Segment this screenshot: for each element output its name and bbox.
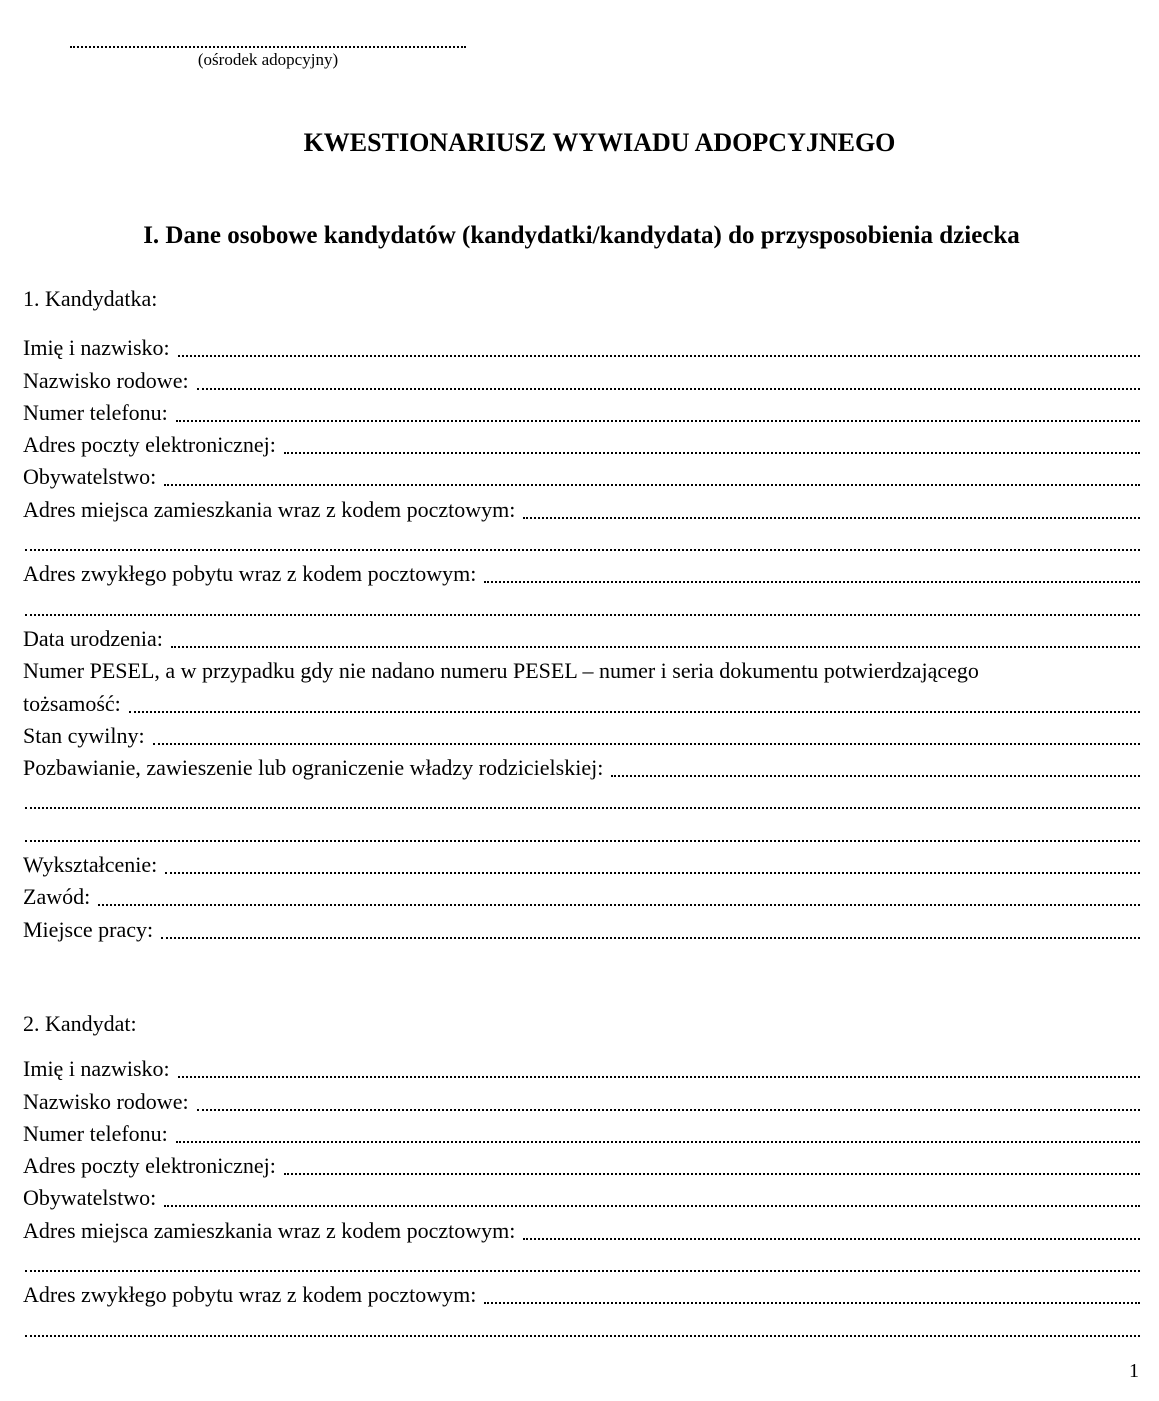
field-label: Obywatelstwo: bbox=[23, 1185, 157, 1211]
field-dots[interactable] bbox=[484, 561, 1140, 583]
field-label: Numer telefonu: bbox=[23, 1120, 168, 1146]
field-label: Imię i nazwisko: bbox=[23, 1056, 170, 1082]
field-habitual-address[interactable] bbox=[23, 555, 1140, 587]
field-dots[interactable] bbox=[153, 723, 1140, 745]
field-label: tożsamość: bbox=[23, 690, 121, 716]
field-label: Zawód: bbox=[23, 884, 91, 910]
field-label: Pozbawianie, zawieszenie lub ograniczenie władzy rodzicielskiej: bbox=[23, 755, 604, 781]
field-dots[interactable] bbox=[176, 1121, 1140, 1143]
field-maiden-name[interactable] bbox=[23, 361, 1140, 393]
field-dots[interactable] bbox=[98, 884, 1140, 906]
field-residence-address[interactable] bbox=[23, 490, 1140, 522]
field-dots[interactable] bbox=[484, 1282, 1140, 1304]
section-title: I. Dane osobowe kandydatów (kandydatki/kandydata) do przysposobienia dziecka bbox=[143, 222, 1020, 249]
candidate-female-fields bbox=[23, 329, 1140, 943]
field-dots[interactable] bbox=[178, 335, 1140, 357]
field-dots[interactable] bbox=[164, 464, 1140, 486]
field-dots[interactable] bbox=[197, 1089, 1140, 1111]
field-pesel[interactable] bbox=[23, 684, 1140, 716]
field-label: Adres miejsca zamieszkania wraz z kodem pocztowym: bbox=[23, 1217, 516, 1243]
field-dots[interactable] bbox=[171, 626, 1140, 648]
field-dots[interactable] bbox=[25, 1315, 1140, 1337]
field-label: Adres zwykłego pobytu wraz z kodem pocztowym: bbox=[23, 1282, 477, 1308]
field-residence-address-continuation[interactable] bbox=[23, 1244, 1140, 1276]
field-label: Nazwisko rodowe: bbox=[23, 367, 189, 393]
field-parental-authority-continuation-2[interactable] bbox=[23, 813, 1140, 845]
field-habitual-address-continuation[interactable] bbox=[23, 1308, 1140, 1340]
field-email[interactable] bbox=[23, 1147, 1140, 1179]
document-title: KWESTIONARIUSZ WYWIADU ADOPCYJNEGO bbox=[303, 128, 896, 157]
field-maiden-name[interactable] bbox=[23, 1082, 1140, 1114]
field-parental-authority-continuation-1[interactable] bbox=[23, 781, 1140, 813]
field-dots[interactable] bbox=[611, 755, 1140, 777]
field-dots[interactable] bbox=[284, 432, 1140, 454]
field-dots[interactable] bbox=[523, 1218, 1140, 1240]
field-dots[interactable] bbox=[129, 691, 1140, 713]
field-birth-date[interactable] bbox=[23, 620, 1140, 652]
field-dots[interactable] bbox=[25, 594, 1140, 616]
field-label: Miejsce pracy: bbox=[23, 916, 154, 942]
field-dots[interactable] bbox=[25, 787, 1140, 809]
adoption-center-field[interactable] bbox=[70, 30, 466, 70]
field-dots[interactable] bbox=[25, 820, 1140, 842]
field-email[interactable] bbox=[23, 426, 1140, 458]
field-dots[interactable] bbox=[284, 1153, 1140, 1175]
field-citizenship[interactable] bbox=[23, 458, 1140, 490]
field-label: Imię i nazwisko: bbox=[23, 335, 170, 361]
field-phone[interactable] bbox=[23, 1115, 1140, 1147]
candidate-male-heading: 2. Kandydat: bbox=[23, 1011, 137, 1036]
adoption-center-label: (ośrodek adopcyjny) bbox=[197, 50, 339, 69]
field-label: Nazwisko rodowe: bbox=[23, 1088, 189, 1114]
field-dots[interactable] bbox=[161, 917, 1140, 939]
field-workplace[interactable] bbox=[23, 910, 1140, 942]
field-habitual-address[interactable] bbox=[23, 1276, 1140, 1308]
field-label: Wykształcenie: bbox=[23, 852, 158, 878]
field-dots[interactable] bbox=[523, 497, 1140, 519]
field-name[interactable] bbox=[23, 329, 1140, 361]
field-label: Adres poczty elektronicznej: bbox=[23, 432, 276, 458]
field-label: Data urodzenia: bbox=[23, 625, 163, 651]
field-label: Numer telefonu: bbox=[23, 399, 168, 425]
candidate-female-heading: 1. Kandydatka: bbox=[23, 286, 158, 311]
field-label: Adres miejsca zamieszkania wraz z kodem pocztowym: bbox=[23, 496, 516, 522]
field-label: Obywatelstwo: bbox=[23, 464, 157, 490]
field-dots[interactable] bbox=[197, 368, 1140, 390]
field-marital-status[interactable] bbox=[23, 717, 1140, 749]
field-citizenship[interactable] bbox=[23, 1179, 1140, 1211]
field-dots[interactable] bbox=[164, 1185, 1140, 1207]
field-profession[interactable] bbox=[23, 878, 1140, 910]
field-habitual-address-continuation[interactable] bbox=[23, 587, 1140, 619]
candidate-male-fields bbox=[23, 1050, 1140, 1341]
page-number: 1 bbox=[1129, 1360, 1139, 1382]
field-pesel-description bbox=[23, 652, 1140, 684]
field-label: Adres zwykłego pobytu wraz z kodem pocztowym: bbox=[23, 561, 477, 587]
field-residence-address-continuation[interactable] bbox=[23, 523, 1140, 555]
field-label: Stan cywilny: bbox=[23, 722, 145, 748]
field-label: Numer PESEL, a w przypadku gdy nie nadano numeru PESEL – numer i seria dokumentu potwierdzającego bbox=[23, 658, 979, 684]
field-label: Adres poczty elektronicznej: bbox=[23, 1153, 276, 1179]
adoption-center-dots[interactable] bbox=[70, 30, 466, 48]
field-phone[interactable] bbox=[23, 394, 1140, 426]
field-dots[interactable] bbox=[176, 400, 1140, 422]
field-name[interactable] bbox=[23, 1050, 1140, 1082]
field-dots[interactable] bbox=[178, 1056, 1140, 1078]
field-dots[interactable] bbox=[25, 529, 1140, 551]
field-education[interactable] bbox=[23, 846, 1140, 878]
field-residence-address[interactable] bbox=[23, 1211, 1140, 1243]
field-dots[interactable] bbox=[25, 1250, 1140, 1272]
field-parental-authority[interactable] bbox=[23, 749, 1140, 781]
field-dots[interactable] bbox=[165, 852, 1140, 874]
